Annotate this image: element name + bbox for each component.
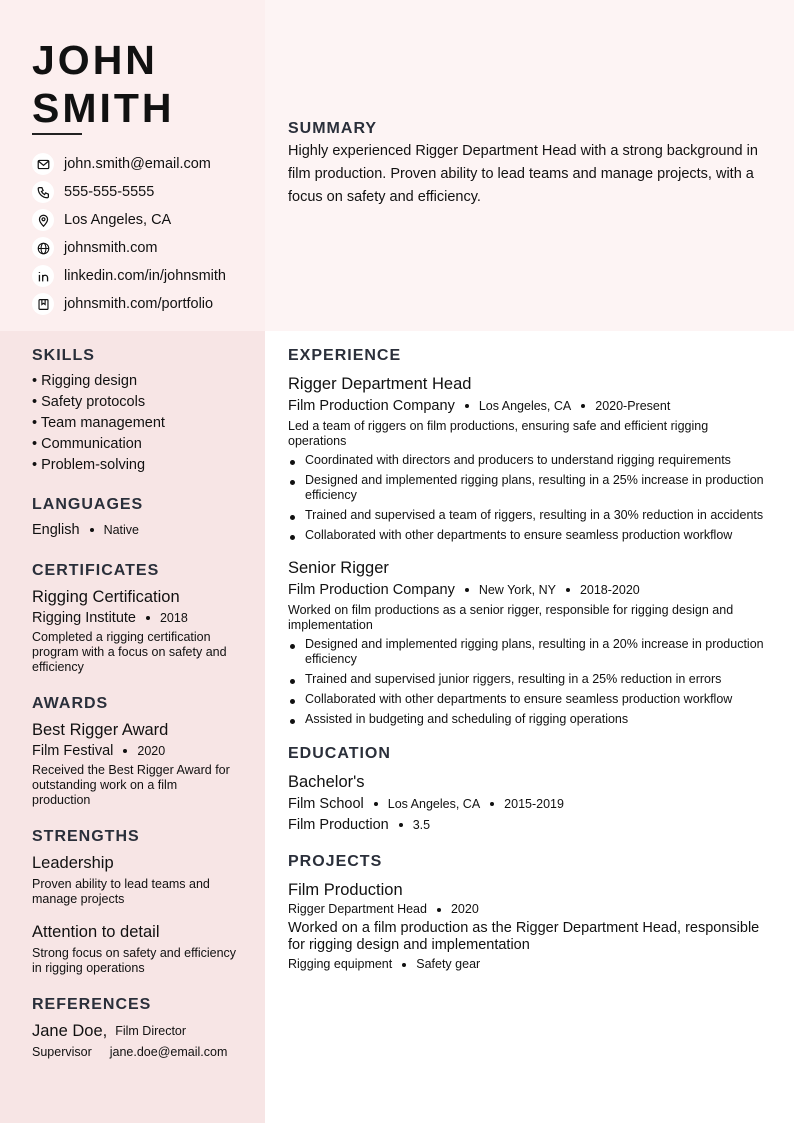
project-description: Worked on a film production as the Rigger Department Head, responsible for rigging design and implementation [288,920,760,953]
languages-section [32,496,237,540]
reference-email[interactable]: jane.doe@email.com [109,1045,228,1059]
job-company: Film Production Company [288,398,455,414]
awards-title: AWARDS [32,695,109,712]
separator-dot [465,588,469,592]
skill-item: • Rigging design [32,373,138,389]
job-entry [288,373,768,543]
language-row [32,520,237,540]
mail-icon [32,153,54,175]
globe-icon [32,237,54,259]
linkedin-icon [32,265,54,287]
education-field: Film Production [288,817,389,833]
contact-website[interactable] [32,234,226,262]
reference-details [32,1045,237,1060]
job-bullets [288,637,768,727]
separator-dot [465,404,469,408]
job-bullet: Designed and implemented rigging plans, resulting in a 20% increase in production efficiency [288,637,768,667]
education-school: Film School [288,796,364,812]
education-title: EDUCATION [288,745,391,762]
linkedin-text: linkedin.com/in/johnsmith [64,268,226,284]
contact-linkedin[interactable] [32,262,226,290]
job-meta [288,396,768,416]
projects-section [288,853,768,972]
skills-section [32,347,237,476]
award-meta [32,741,237,761]
strength-name: Leadership [32,854,114,872]
reference-row [32,1020,237,1042]
job-dates: 2020-Present [595,398,671,413]
separator-dot [123,749,127,753]
skill-item: • Safety protocols [32,394,146,410]
language-name: English [32,522,80,538]
contact-email[interactable] [32,150,226,178]
award-issuer: Film Festival [32,743,114,759]
job-bullet: Designed and implemented rigging plans, resulting in a 25% increase in production efficiency [288,473,768,503]
job-entry [288,557,768,727]
skills-title: SKILLS [32,347,95,364]
job-location: Los Angeles, CA [478,398,572,413]
certificates-section [32,562,237,675]
reference-relation: Supervisor [32,1045,92,1059]
contact-portfolio[interactable] [32,290,226,318]
project-name: Film Production [288,881,403,899]
job-location: New York, NY [478,582,556,597]
strengths-section [32,828,237,976]
sidebar-content [32,347,237,1080]
education-field-row [288,815,768,835]
job-title: Senior Rigger [288,559,389,577]
strength-description: Proven ability to lead teams and manage projects [32,877,210,906]
job-title: Rigger Department Head [288,375,472,393]
certificate-description: Completed a rigging certification program with a focus on safety and efficiency [32,630,227,674]
education-meta [288,794,768,814]
award-name: Best Rigger Award [32,721,169,739]
job-bullet: Trained and supervised a team of riggers, resulting in a 30% reduction in accidents [288,508,768,523]
education-degree: Bachelor's [288,773,365,791]
separator-dot [90,528,94,532]
phone-text: 555-555-5555 [64,184,155,200]
separator-dot [437,908,441,912]
job-description: Worked on film productions as a senior rigger, responsible for rigging design and implementation [288,603,734,632]
experience-section [288,347,768,727]
contact-phone[interactable] [32,178,226,206]
education-section [288,745,768,835]
skill-item: • Communication [32,436,142,452]
phone-icon [32,181,54,203]
education-dates: 2015-2019 [504,796,564,811]
award-description: Received the Best Rigger Award for outstanding work on a film production [32,763,230,807]
project-meta [288,902,768,917]
certificates-title: CERTIFICATES [32,562,160,579]
reference-role: Film Director [115,1023,187,1038]
separator-dot [374,802,378,806]
education-location: Los Angeles, CA [387,796,481,811]
job-meta [288,580,768,600]
bookmark-icon [32,293,54,315]
job-dates: 2018-2020 [579,582,640,597]
skill-item: • Team management [32,415,165,431]
separator-dot [146,616,150,620]
separator-dot [581,404,585,408]
main-content [288,347,768,990]
email-text: john.smith@email.com [64,156,211,172]
summary-section [288,120,768,209]
certificate-year: 2018 [159,610,188,625]
project-tool: Safety gear [416,957,481,971]
project-year: 2020 [450,902,479,916]
summary-text: Highly experienced Rigger Department Head with a strong background in film production. Proven ability to lead teams and manage projects, with a focus on safety and efficiency. [288,143,758,205]
separator-dot [399,823,403,827]
strength-description: Strong focus on safety and efficiency in rigging operations [32,946,237,975]
job-bullet: Assisted in budgeting and scheduling of rigging operations [288,712,768,727]
strengths-title: STRENGTHS [32,828,140,845]
summary-title: SUMMARY [288,120,378,137]
contact-list [32,150,226,318]
separator-dot [402,963,406,967]
reference-name: Jane Doe, [32,1022,108,1040]
portfolio-text: johnsmith.com/portfolio [64,296,214,312]
job-bullet: Collaborated with other departments to ensure seamless production workflow [288,528,768,543]
job-bullet: Coordinated with directors and producers to understand rigging requirements [288,453,768,468]
language-level: Native [103,522,139,537]
separator-dot [566,588,570,592]
job-bullet: Trained and supervised junior riggers, resulting in a 25% reduction in errors [288,672,768,687]
awards-section [32,695,237,808]
references-section [32,996,237,1060]
candidate-name [32,36,175,132]
contact-location [32,206,226,234]
last-name: SMITH [32,85,175,131]
job-description: Led a team of riggers on film productions, ensuring safe and efficient rigging operations [288,419,709,448]
languages-title: LANGUAGES [32,496,144,513]
projects-title: PROJECTS [288,853,383,870]
award-year: 2020 [137,743,166,758]
job-bullet: Collaborated with other departments to ensure seamless production workflow [288,692,768,707]
separator-dot [490,802,494,806]
certificate-issuer: Rigging Institute [32,610,136,626]
location-pin-icon [32,209,54,231]
skill-item: • Problem-solving [32,457,146,473]
project-tools [288,957,768,972]
job-bullets [288,453,768,543]
name-divider [32,133,82,135]
website-text: johnsmith.com [64,240,158,256]
job-company: Film Production Company [288,582,455,598]
experience-title: EXPERIENCE [288,347,402,364]
project-role: Rigger Department Head [288,902,427,916]
education-gpa: 3.5 [412,817,431,832]
references-title: REFERENCES [32,996,152,1013]
project-tool: Rigging equipment [288,957,393,971]
location-text: Los Angeles, CA [64,212,172,228]
first-name: JOHN [32,37,158,83]
certificate-name: Rigging Certification [32,588,180,606]
certificate-meta [32,608,237,628]
strength-name: Attention to detail [32,923,160,941]
